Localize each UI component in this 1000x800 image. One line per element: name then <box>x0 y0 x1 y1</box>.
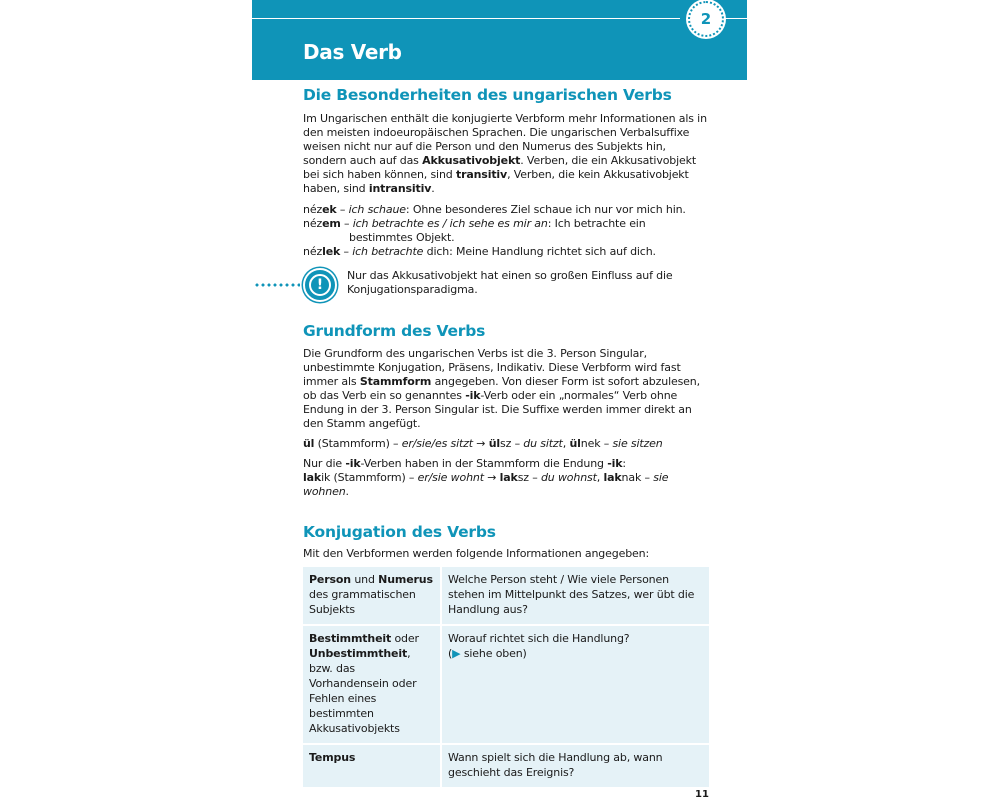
dotted-leader <box>254 283 300 287</box>
section-heading-besonderheiten: Die Besonderheiten des ungarischen Verbs <box>303 86 672 104</box>
example-line: nézek – ich schaue: Ohne besonderes Ziel schaue ich nur vor mich hin. <box>303 203 686 216</box>
note-text: Nur das Akkusativobjekt hat einen so großen Einfluss auf die Konjugationsparadigma. <box>347 269 673 296</box>
table-row <box>303 567 709 625</box>
table-cell-description: Worauf richtet sich die Handlung? (▶ siehe oben) <box>441 625 709 744</box>
conjugation-table <box>303 567 709 787</box>
table-row <box>303 744 709 787</box>
table-cell-term: Tempus <box>303 744 441 787</box>
table-cell-description: Welche Person steht / Wie viele Personen stehen im Mittelpunkt des Satzes, wer übt die Handlung aus? <box>441 567 709 625</box>
example-line: nézlek – ich betrachte dich: Meine Handlung richtet sich auf dich. <box>303 245 656 258</box>
table-row <box>303 625 709 744</box>
section-paragraph: Nur die -ik-Verben haben in der Stammform die Endung -ik: lakik (Stammform) – er/sie wohnt → laksz – du wohnst, laknak – sie wohnen. <box>303 457 669 498</box>
chapter-title: Das Verb <box>303 40 402 64</box>
triangle-arrow-icon: ▶ <box>452 647 461 660</box>
section-heading-grundform: Grundform des Verbs <box>303 322 486 340</box>
chapter-header <box>252 0 747 80</box>
chapter-number: 2 <box>700 10 712 28</box>
example-line: nézem – ich betrachte es / ich sehe es mir an: Ich betrachte ein <box>303 217 646 230</box>
page-number: 11 <box>695 789 709 800</box>
table-cell-description: Wann spielt sich die Handlung ab, wann geschieht das Ereignis? <box>441 744 709 787</box>
section-paragraph: Die Grundform des ungarischen Verbs ist die 3. Person Singular, unbestimmte Konjugation, Präsens, Indikativ. Diese Verbform wird fast immer als Stammform angegeben. Von dieser Form ist sofort abzulesen, ob das Verb ein so genanntes -ik-Verb oder ein „normales“ Verb ohne Endung in der 3. Person Singular ist. Die Suffixe werden immer direkt an den Stamm angefügt. <box>303 347 700 430</box>
section-heading-konjugation: Konjugation des Verbs <box>303 523 496 541</box>
chapter-number-badge <box>688 1 724 37</box>
example-line: ül (Stammform) – er/sie/es sitzt → ülsz – du sitzt, ülnek – sie sitzen <box>303 437 663 450</box>
header-rule-right <box>722 18 747 19</box>
example-list <box>303 203 708 259</box>
exclamation-icon: ! <box>303 268 337 302</box>
section-intro: Mit den Verbformen werden folgende Informationen angegeben: <box>303 547 650 560</box>
book-page <box>252 0 747 800</box>
section-paragraph: Im Ungarischen enthält die konjugierte Verbform mehr Informationen als in den meisten indoeuropäischen Sprachen. Die ungarischen Verbalsuffixe weisen nicht nur auf die Person und den Numerus des Subjekts hin, sondern auch auf das Akkusativobjekt. Verben, die ein Akkusativobjekt bei sich haben können, sind transitiv, Verben, die kein Akkusativobjekt haben, sind intransitiv. <box>303 112 707 195</box>
page-content <box>303 86 708 787</box>
table-cell-term: Bestimmtheit oder Unbestimmtheit, bzw. das Vorhandensein oder Fehlen eines bestimmten Akkusativobjekts <box>303 625 441 744</box>
example-line-continuation: bestimmtes Objekt. <box>349 231 455 244</box>
note-box <box>303 268 708 304</box>
header-rule <box>252 18 680 19</box>
table-cell-term: Person und Numerus des grammatischen Subjekts <box>303 567 441 625</box>
